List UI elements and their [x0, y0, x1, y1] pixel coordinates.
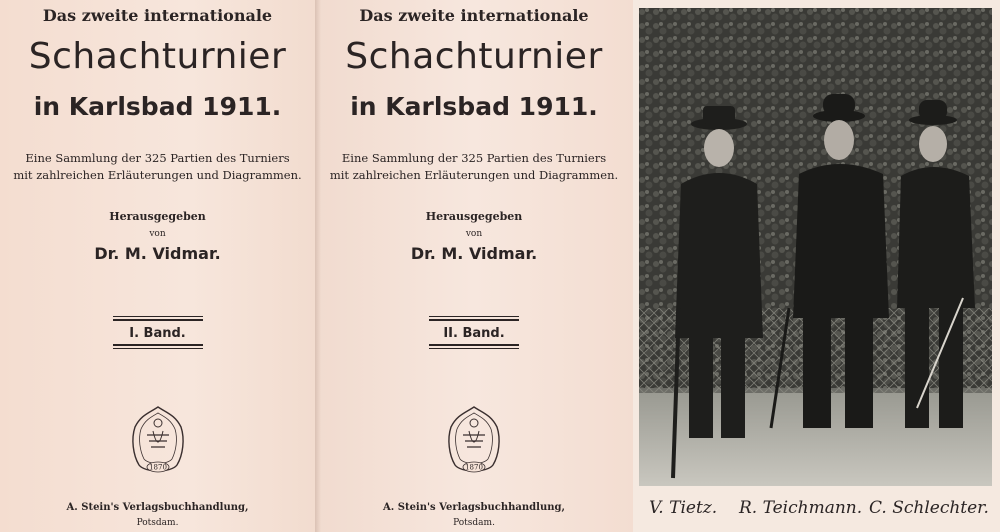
page-gutter-shadow	[315, 0, 321, 532]
editor-name: Dr. M. Vidmar.	[410, 244, 538, 263]
title-place: in Karlsbad 1911.	[33, 92, 282, 121]
publisher-emblem-icon	[447, 405, 501, 477]
published-by: Herausgegeben	[425, 210, 523, 223]
publisher-name: A. Stein's Verlagsbuchhandlung,	[383, 502, 565, 513]
description-line-2: mit zahlreichen Erläuterungen und Diagrammen.	[13, 168, 302, 182]
photo-caption	[639, 492, 994, 524]
caption-name-2: R. Teichmann.	[739, 498, 863, 518]
band-label: II. Band.	[443, 326, 505, 341]
description-line-2: mit zahlreichen Erläuterungen und Diagrammen.	[329, 168, 619, 182]
von-label: von	[149, 229, 166, 239]
emblem-year: 1870	[148, 463, 167, 472]
pretitle: Das zweite internationale	[42, 6, 273, 25]
publisher-city: Potsdam.	[136, 518, 179, 528]
title-page-volume-2	[315, 0, 633, 532]
band-rule-bottom	[429, 348, 519, 349]
title-place: in Karlsbad 1911.	[350, 92, 598, 121]
band-label-box	[0, 316, 315, 348]
band-rule-bottom	[113, 348, 203, 349]
publisher-emblem-icon	[131, 405, 185, 477]
editor-name: Dr. M. Vidmar.	[94, 244, 221, 263]
band-label-box	[315, 316, 633, 348]
book-title: Schachturnier	[345, 36, 603, 77]
band-rule-bottom-thick	[113, 344, 203, 346]
band-rule-top-thick	[429, 319, 519, 321]
von-label: von	[465, 229, 483, 239]
book-title: Schachturnier	[28, 36, 287, 77]
description-line-1: Eine Sammlung der 325 Partien des Turniers	[341, 151, 607, 165]
pretitle: Das zweite internationale	[359, 6, 589, 25]
band-label: I. Band.	[129, 326, 186, 341]
description	[315, 150, 633, 184]
photo-plate-page	[633, 0, 1000, 532]
band-rule-top-thick	[113, 319, 203, 321]
publisher-city: Potsdam.	[453, 518, 495, 528]
description-line-1: Eine Sammlung der 325 Partien des Turniers	[25, 151, 290, 165]
band-rule-bottom-thick	[429, 344, 519, 346]
caption-name-3: C. Schlechter.	[869, 498, 989, 518]
emblem-year: 1870	[465, 463, 483, 472]
published-by: Herausgegeben	[109, 210, 206, 223]
three-chess-masters-photo	[639, 8, 992, 486]
band-rule-top	[429, 316, 519, 317]
caption-name-1: V. Tietz.	[649, 498, 718, 518]
title-page-volume-1	[0, 0, 315, 532]
portrait-photo	[639, 8, 992, 486]
description	[0, 150, 315, 184]
band-rule-top	[113, 316, 203, 317]
publisher-name: A. Stein's Verlagsbuchhandlung,	[66, 502, 249, 513]
